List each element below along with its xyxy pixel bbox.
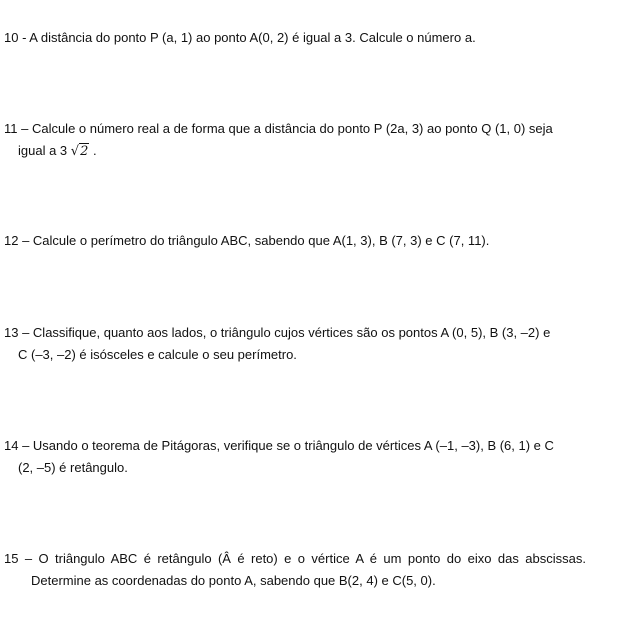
question-11-line2-start: igual a 3 — [18, 143, 68, 158]
question-13-text-line1: 13 – Classifique, quanto aos lados, o triângulo cujos vértices são os pontos A (0, 5), B (3, –2) e — [4, 325, 551, 340]
question-12-text: 12 – Calcule o perímetro do triângulo ABC, sabendo que A(1, 3), B (7, 3) e C (7, 11). — [4, 233, 490, 248]
sqrt-expression — [71, 141, 90, 163]
question-13-text-line2: C (–3, –2) é isósceles e calcule o seu perímetro. — [18, 347, 297, 362]
question-11-text-line1: 11 – Calcule o número real a de forma que a distância do ponto P (2a, 3) ao ponto Q (1, 0) seja — [4, 121, 553, 136]
question-11 — [4, 118, 630, 163]
question-14-text-line1: 14 – Usando o teorema de Pitágoras, verifique se o triângulo de vértices A (–1, –3), B (6, 1) e C — [4, 438, 554, 453]
question-15-text-line1: 15 – O triângulo ABC é retângulo (Â é reto) e o vértice A é um ponto do eixo das abscissas. — [4, 551, 586, 566]
question-15 — [4, 548, 586, 592]
question-14-text-line2: (2, –5) é retângulo. — [18, 460, 128, 475]
sqrt-argument: 2 — [80, 144, 89, 159]
question-11-line2-end: . — [92, 143, 97, 158]
question-12 — [4, 230, 630, 252]
question-14 — [4, 435, 630, 479]
question-13 — [4, 322, 630, 366]
question-10-text: 10 - A distância do ponto P (a, 1) ao ponto A(0, 2) é igual a 3. Calcule o número a. — [4, 30, 476, 45]
question-15-text-line2: Determine as coordenadas do ponto A, sabendo que B(2, 4) e C(5, 0). — [31, 573, 436, 588]
sqrt-symbol: √ — [70, 144, 80, 159]
question-11-text-line2 — [4, 140, 630, 163]
question-10 — [4, 27, 630, 49]
